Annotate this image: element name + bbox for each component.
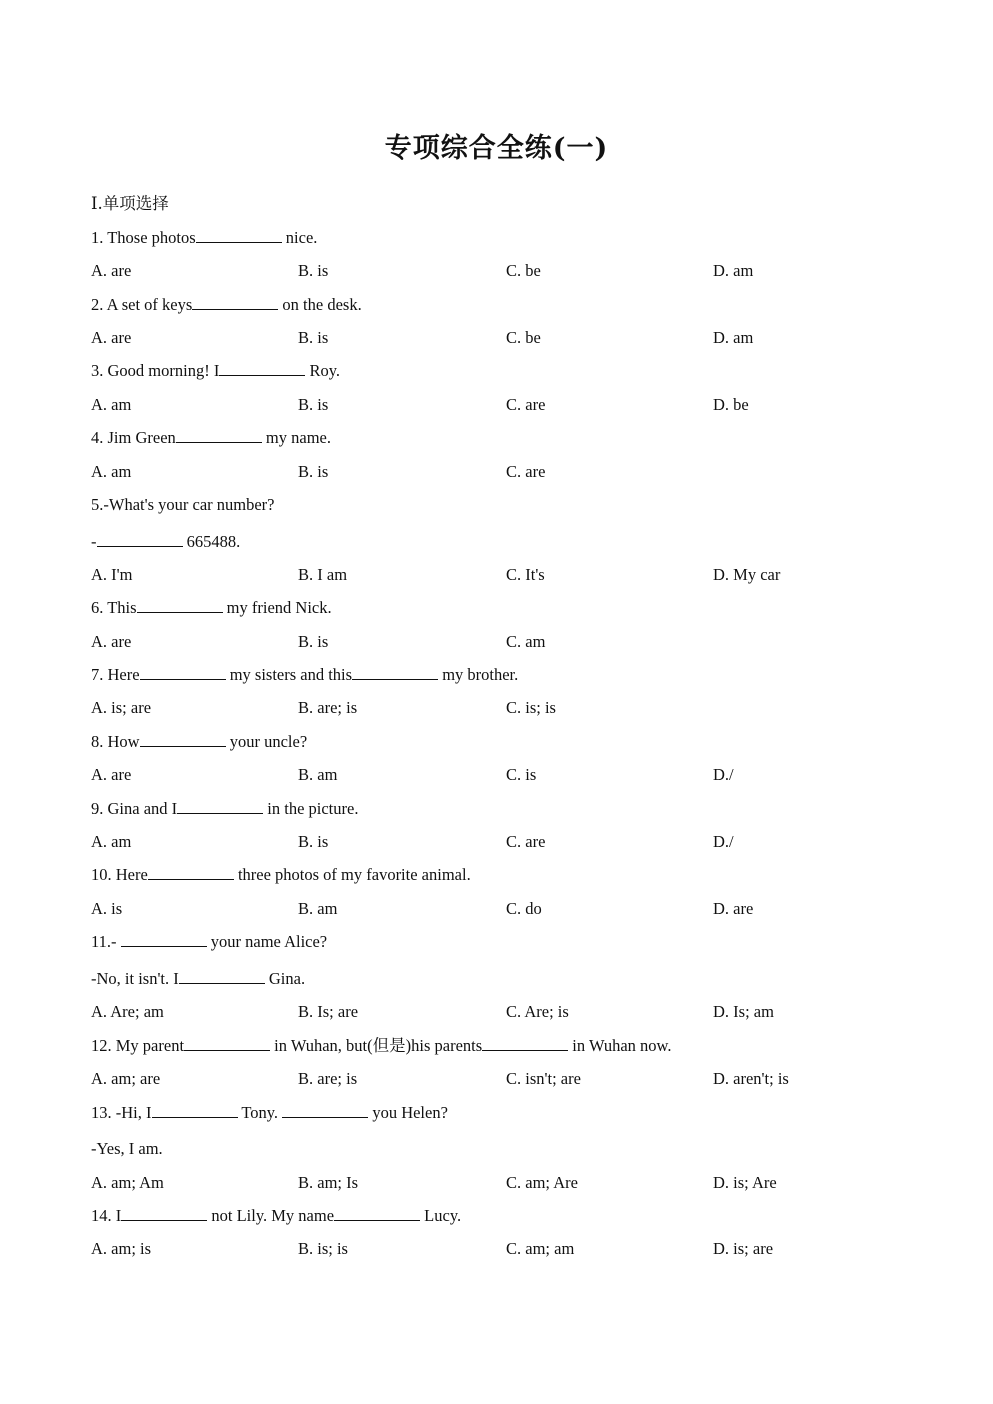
question-13: [91, 1103, 448, 1123]
answer-blank: [192, 295, 278, 310]
question-13-response: [91, 1139, 163, 1159]
question-text: my brother.: [438, 665, 519, 684]
option-b: B. is: [298, 395, 329, 414]
option-c: C. am; am: [506, 1239, 575, 1258]
option-c: C. isn't; are: [506, 1069, 581, 1088]
question-text: 8. How: [91, 732, 140, 751]
option-c: C. are: [506, 832, 546, 851]
option-b: B. is: [298, 832, 329, 851]
answer-blank: [184, 1036, 270, 1051]
option-c: C. are: [506, 395, 546, 414]
option-c: C. am: [506, 632, 546, 651]
question-text: my sisters and this: [225, 665, 353, 684]
question-text: in Wuhan now.: [568, 1036, 672, 1055]
answer-blank: [148, 865, 234, 880]
option-c: C. are: [506, 462, 546, 481]
question-text: 3. Good morning! I: [91, 361, 220, 380]
option-a: A. is: [91, 899, 123, 918]
question-7: [91, 665, 518, 685]
question-text: your uncle?: [225, 732, 308, 751]
question-5-response: [91, 532, 240, 552]
question-3: [91, 361, 340, 381]
question-5: [91, 495, 274, 515]
question-text: 12. My parent: [91, 1036, 185, 1055]
question-text: 665488.: [182, 532, 241, 551]
question-11-response: [91, 969, 305, 989]
question-text: Gina.: [264, 969, 306, 988]
question-text: 14. I: [91, 1206, 122, 1225]
question-text: 9. Gina and I: [91, 799, 178, 818]
answer-blank: [121, 932, 207, 947]
answer-blank: [137, 598, 223, 613]
option-c: C. It's: [506, 565, 545, 584]
option-c: C. am; Are: [506, 1173, 578, 1192]
option-d: D. be: [713, 395, 749, 414]
question-2: [91, 295, 362, 315]
section-heading: I.单项选择: [91, 194, 169, 213]
question-text: Roy.: [305, 361, 341, 380]
option-a: A. is; are: [91, 698, 152, 717]
option-d: D. Is; am: [713, 1002, 774, 1021]
option-c: C. be: [506, 261, 541, 280]
question-text: 1. Those photos: [91, 228, 196, 247]
option-d: D. are: [713, 899, 754, 918]
option-a: A. am: [91, 395, 132, 414]
question-text: on the desk.: [278, 295, 362, 314]
option-b: B. is: [298, 261, 329, 280]
question-text: 5.-What's your car number?: [91, 495, 275, 514]
answer-blank: [334, 1206, 420, 1221]
option-d: D. is; are: [713, 1239, 774, 1258]
option-d: D. My car: [713, 565, 781, 584]
option-d: D./: [713, 765, 734, 784]
answer-blank: [219, 361, 305, 376]
option-b: B. is: [298, 328, 329, 347]
option-b: B. is: [298, 632, 329, 651]
answer-blank: [140, 665, 226, 680]
option-c: C. Are; is: [506, 1002, 569, 1021]
answer-blank: [282, 1103, 368, 1118]
question-14: [91, 1206, 461, 1226]
option-b: B. is; is: [298, 1239, 348, 1258]
option-c: C. be: [506, 328, 541, 347]
question-6: [91, 598, 332, 618]
question-text: -: [91, 532, 97, 551]
option-a: A. am; are: [91, 1069, 161, 1088]
question-text: your name Alice?: [206, 932, 328, 951]
question-text: 11.-: [91, 932, 121, 951]
question-text: three photos of my favorite animal.: [233, 865, 471, 884]
question-text: -No, it isn't. I: [91, 969, 179, 988]
question-text: not Lily. My name: [207, 1206, 335, 1225]
question-text: in Wuhan, but(但是)his parents: [270, 1036, 483, 1055]
question-12: [91, 1036, 672, 1056]
option-c: C. do: [506, 899, 542, 918]
question-8: [91, 732, 307, 752]
option-b: B. am: [298, 765, 338, 784]
answer-blank: [179, 969, 265, 984]
option-b: B. are; is: [298, 1069, 358, 1088]
option-b: B. I am: [298, 565, 348, 584]
option-d: D. is; Are: [713, 1173, 777, 1192]
question-text: in the picture.: [263, 799, 359, 818]
question-text: nice.: [281, 228, 318, 247]
option-a: A. are: [91, 328, 132, 347]
page-title: 专项综合全练(一): [384, 133, 609, 164]
question-10: [91, 865, 471, 885]
question-text: you Helen?: [368, 1103, 448, 1122]
question-text: 4. Jim Green: [91, 428, 176, 447]
option-d: D. aren't; is: [713, 1069, 789, 1088]
question-text: -Yes, I am.: [91, 1139, 163, 1158]
answer-blank: [97, 532, 183, 547]
option-b: B. am: [298, 899, 338, 918]
option-b: B. am; Is: [298, 1173, 359, 1192]
question-text: 13. -Hi, I: [91, 1103, 152, 1122]
option-d: D. am: [713, 328, 754, 347]
option-a: A. are: [91, 765, 132, 784]
question-text: 2. A set of keys: [91, 295, 193, 314]
answer-blank: [152, 1103, 238, 1118]
question-text: Lucy.: [420, 1206, 462, 1225]
answer-blank: [176, 428, 262, 443]
answer-blank: [121, 1206, 207, 1221]
question-text: my name.: [261, 428, 331, 447]
option-c: C. is: [506, 765, 537, 784]
answer-blank: [140, 732, 226, 747]
question-text: 10. Here: [91, 865, 148, 884]
option-d: D. am: [713, 261, 754, 280]
option-b: B. are; is: [298, 698, 358, 717]
answer-blank: [177, 799, 263, 814]
option-a: A. am; Am: [91, 1173, 164, 1192]
option-a: A. are: [91, 632, 132, 651]
option-a: A. am; is: [91, 1239, 152, 1258]
question-text: my friend Nick.: [222, 598, 332, 617]
question-9: [91, 799, 358, 819]
option-a: A. am: [91, 832, 132, 851]
question-text: Tony.: [237, 1103, 283, 1122]
option-b: B. Is; are: [298, 1002, 359, 1021]
answer-blank: [196, 228, 282, 243]
option-a: A. Are; am: [91, 1002, 164, 1021]
question-1: [91, 228, 317, 248]
option-b: B. is: [298, 462, 329, 481]
option-d: D./: [713, 832, 734, 851]
option-a: A. I'm: [91, 565, 133, 584]
option-a: A. are: [91, 261, 132, 280]
option-a: A. am: [91, 462, 132, 481]
option-c: C. is; is: [506, 698, 556, 717]
question-text: 6. This: [91, 598, 137, 617]
question-11: [91, 932, 327, 952]
answer-blank: [352, 665, 438, 680]
answer-blank: [482, 1036, 568, 1051]
question-text: 7. Here: [91, 665, 140, 684]
question-4: [91, 428, 331, 448]
